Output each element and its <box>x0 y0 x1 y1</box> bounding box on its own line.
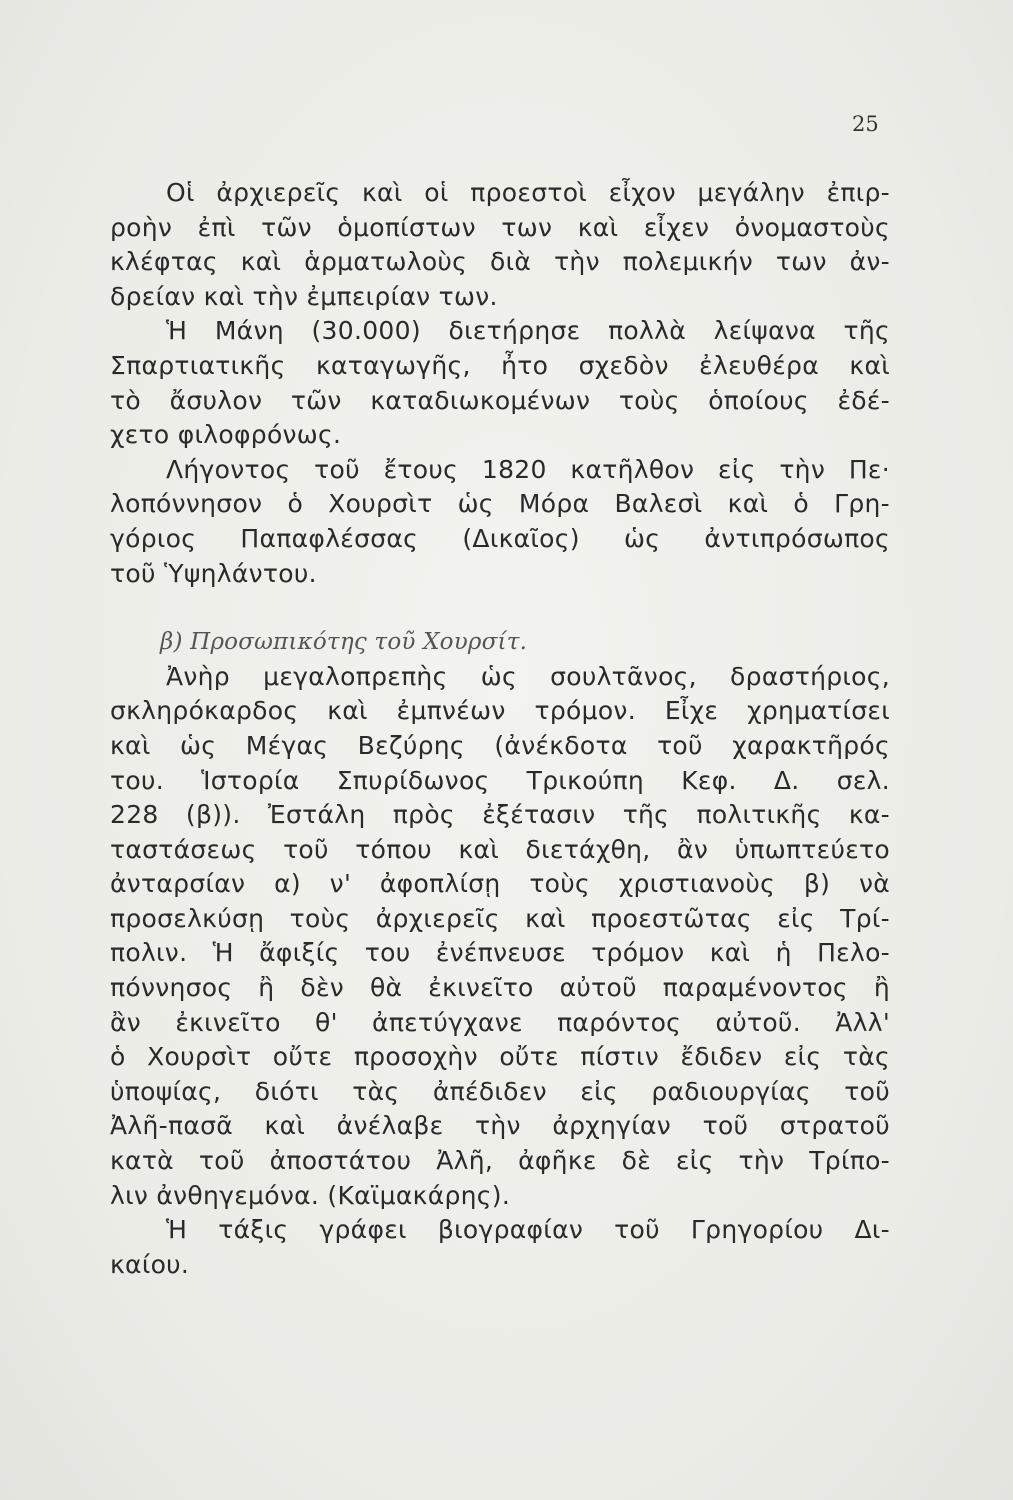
paragraph-4 <box>110 660 890 1214</box>
text-line: Λήγοντος τοῦ ἔτους 1820 κατῆλθον εἰς τὴν Πε· <box>166 454 890 484</box>
text-line: Ἀνὴρ μεγαλοπρεπὴς ὡς σουλτᾶνος, δραστήριος, <box>166 661 890 691</box>
text-line: ροὴν ἐπὶ τῶν ὁμοπίστων των καὶ εἶχεν ὀνομαστοὺς <box>110 212 890 242</box>
text-line: 228 (β)). Ἐστάλη πρὸς ἐξέτασιν τῆς πολιτικῆς κα- <box>110 800 890 830</box>
text-line: κατὰ τοῦ ἀποστάτου Ἀλῆ, ἀφῆκε δὲ εἰς τὴν Τρίπο- <box>110 1146 890 1176</box>
text-line: τοῦ Ὑψηλάντου. <box>110 558 317 588</box>
page-number: 25 <box>852 112 879 136</box>
paragraph-3 <box>110 453 890 591</box>
text-line: χετο φιλοφρόνως. <box>110 420 342 450</box>
text-line: γόριος Παπαφλέσσας (Δικαῖος) ὡς ἀντιπρόσωπος <box>110 523 890 553</box>
text-line: πολιν. Ἡ ἄφιξίς του ἐνέπνευσε τρόμον καὶ ἡ Πελο- <box>110 938 890 968</box>
text-line: λιν ἀνθηγεμόνα. (Καϊμακάρης). <box>110 1180 511 1210</box>
text-line: κλέφτας καὶ ἁρματωλοὺς διὰ τὴν πολεμικήν των ἀν- <box>110 247 890 277</box>
text-line: λοπόννησον ὁ Χουρσὶτ ὡς Μόρα Βαλεσὶ καὶ ὁ Γρη- <box>110 489 890 519</box>
section-heading: β) Προσωπικότης τοῦ Χουρσίτ. <box>160 629 528 656</box>
text-line: τὸ ἄσυλον τῶν καταδιωκομένων τοὺς ὁποίους ἐδέ- <box>110 385 890 415</box>
text-line: δρείαν καὶ τὴν ἐμπειρίαν των. <box>110 281 498 311</box>
text-line: ἀνταρσίαν α) ν' ἀφοπλίσῃ τοὺς χριστιανοὺς β) νὰ <box>110 869 890 899</box>
text-line: πόννησος ἢ δὲν θὰ ἐκινεῖτο αὐτοῦ παραμένοντος ἢ <box>110 973 890 1003</box>
text-line: καὶ ὡς Μέγας Βεζύρης (ἀνέκδοτα τοῦ χαρακτῆρός <box>110 730 890 760</box>
section-spacer <box>110 591 890 625</box>
text-line: Οἱ ἀρχιερεῖς καὶ οἱ προεστοὶ εἶχον μεγάλην ἐπιρ- <box>166 178 890 207</box>
text-line: Σπαρτιατικῆς καταγωγῆς, ἦτο σχεδὸν ἐλευθέρα καὶ <box>110 350 890 380</box>
paragraph-2 <box>110 314 890 452</box>
text-line: του. Ἱστορία Σπυρίδωνος Τρικούπη Κεφ. Δ. σελ. <box>110 765 890 795</box>
text-line: Ἡ Μάνη (30.000) διετήρησε πολλὰ λείψανα τῆς <box>166 316 890 346</box>
text-line: καίου. <box>110 1249 190 1279</box>
text-line: ἂν ἐκινεῖτο θ' ἀπετύγχανε παρόντος αὐτοῦ. Ἀλλ' <box>110 1007 890 1037</box>
text-line: σκληρόκαρδος καὶ ἐμπνέων τρόμον. Εἶχε χρηματίσει <box>110 696 890 726</box>
text-line: ὁ Χουρσὶτ οὔτε προσοχὴν οὔτε πίστιν ἔδιδεν εἰς τὰς <box>110 1042 890 1072</box>
text-line: προσελκύσῃ τοὺς ἀρχιερεῖς καὶ προεστῶτας εἰς Τρί- <box>110 903 890 933</box>
text-line: ταστάσεως τοῦ τόπου καὶ διετάχθη, ἂν ὑπωπτεύετο <box>110 834 890 864</box>
text-line: ὑποψίας, διότι τὰς ἀπέδιδεν εἰς ραδιουργίας τοῦ <box>110 1076 890 1106</box>
text-line: Ἡ τάξις γράφει βιογραφίαν τοῦ Γρηγορίου Δι- <box>166 1215 890 1245</box>
body-text <box>110 176 890 1282</box>
paragraph-5 <box>110 1213 890 1282</box>
paragraph-1 <box>110 176 890 314</box>
text-line: Ἀλῆ-πασᾶ καὶ ἀνέλαβε τὴν ἀρχηγίαν τοῦ στρατοῦ <box>110 1111 890 1141</box>
